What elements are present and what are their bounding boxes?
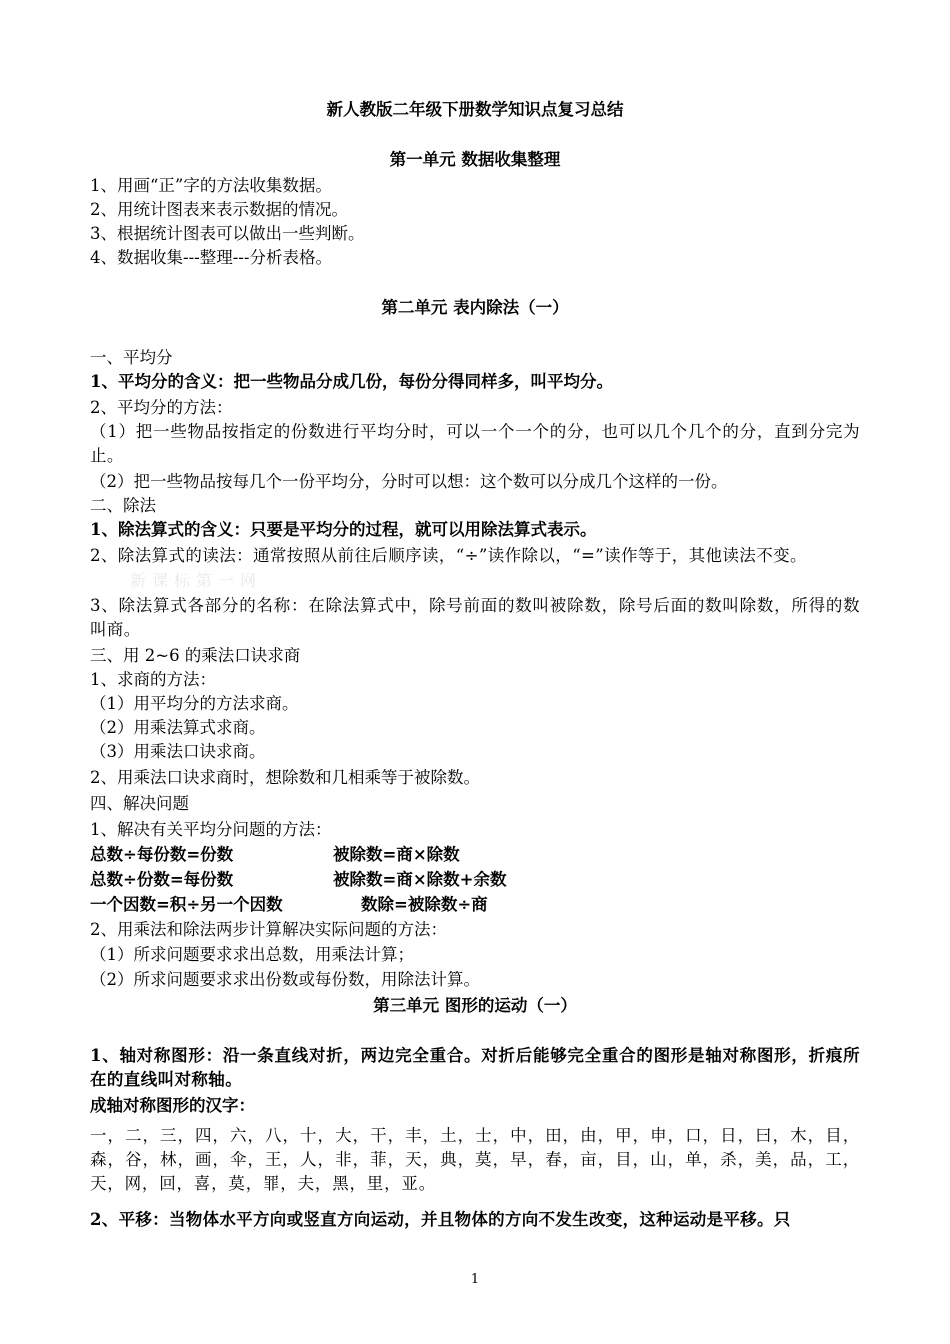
unit1-item-4: 4、数据收集---整理---分析表格。 <box>90 248 332 267</box>
formula-1-right: 被除数=商×除数 <box>333 845 460 864</box>
section-4-line-4: （2）所求问题要求求出份数或每份数，用除法计算。 <box>90 970 480 989</box>
section-4-line-3: （1）所求问题要求求出总数，用乘法计算； <box>90 945 414 964</box>
document-title: 新人教版二年级下册数学知识点复习总结 <box>326 100 624 119</box>
section-3-title: 三、用 2~6 的乘法口诀求商 <box>90 646 301 665</box>
unit2-heading: 第二单元 表内除法（一） <box>381 298 569 317</box>
unit1-heading: 第一单元 数据收集整理 <box>389 150 561 169</box>
formula-2-right: 被除数=商×除数+余数 <box>333 870 507 889</box>
unit3-paragraph-1: 1、轴对称图形：沿一条直线对折，两边完全重合。对折后能够完全重合的图形是轴对称图形，折痕所在的直线叫对称轴。 <box>90 1046 860 1089</box>
section-4-line-2: 2、用乘法和除法两步计算解决实际问题的方法： <box>90 920 447 939</box>
section-4-title: 四、解决问题 <box>90 794 189 813</box>
section-2-line-2: 2、除法算式的读法：通常按照从前往后顺序读，“÷”读作除以，“=”读作等于，其他读法不变。 <box>90 546 807 565</box>
section-3-line-4: （3）用乘法口诀求商。 <box>90 742 266 761</box>
unit3-paragraph-4: 2、平移：当物体水平方向或竖直方向运动，并且物体的方向不发生改变，这种运动是平移。只 <box>90 1210 791 1229</box>
section-1-line-4: （2）把一些物品按每几个一份平均分，分时可以想：这个数可以分成几个这样的一份。 <box>90 472 728 491</box>
section-4-line-1: 1、解决有关平均分问题的方法： <box>90 820 332 839</box>
section-1-line-3: （1）把一些物品按指定的份数进行平均分时，可以一个一个的分，也可以几个几个的分，直到分完为止。 <box>90 422 860 465</box>
formula-1-left: 总数÷每份数=份数 <box>90 845 234 864</box>
unit1-item-2: 2、用统计图表来表示数据的情况。 <box>90 200 348 219</box>
formula-3-right: 数除=被除数÷商 <box>361 895 488 914</box>
formula-3-left: 一个因数=积÷另一个因数 <box>90 895 283 914</box>
section-2-line-1: 1、除法算式的含义：只要是平均分的过程，就可以用除法算式表示。 <box>90 520 597 539</box>
page-number: 1 <box>470 1272 480 1287</box>
section-1-line-1: 1、平均分的含义：把一些物品分成几份，每份分得同样多，叫平均分。 <box>90 372 613 391</box>
section-3-line-1: 1、求商的方法： <box>90 670 216 689</box>
unit3-heading: 第三单元 图形的运动（一） <box>373 996 577 1015</box>
section-2-title: 二、除法 <box>90 496 156 515</box>
section-3-line-3: （2）用乘法算式求商。 <box>90 718 266 737</box>
watermark: 新课标第一网 <box>130 571 263 590</box>
formula-2-left: 总数÷份数=每份数 <box>90 870 234 889</box>
section-3-line-5: 2、用乘法口诀求商时，想除数和几相乘等于被除数。 <box>90 768 480 787</box>
section-1-line-2: 2、平均分的方法： <box>90 398 233 417</box>
unit1-item-3: 3、根据统计图表可以做出一些判断。 <box>90 224 365 243</box>
section-3-line-2: （1）用平均分的方法求商。 <box>90 694 299 713</box>
unit3-paragraph-3: 一，二，三，四，六，八，十，大，干，丰，土，士，中，田，由，甲，申，口，日，曰，木，目，森，谷，林，画，伞，王，人，非，菲，天，典，莫，早，春，亩，目，山，单，杀，美，品，工，天，网，回，喜，莫，罪，夫，黑，里，亚。 <box>90 1126 860 1193</box>
unit1-item-1: 1、用画“正”字的方法收集数据。 <box>90 176 332 195</box>
unit3-paragraph-2: 成轴对称图形的汉字： <box>90 1096 255 1115</box>
section-1-title: 一、平均分 <box>90 348 173 367</box>
section-2-line-3: 3、除法算式各部分的名称：在除法算式中，除号前面的数叫被除数，除号后面的数叫除数，所得的数叫商。 <box>90 596 860 639</box>
